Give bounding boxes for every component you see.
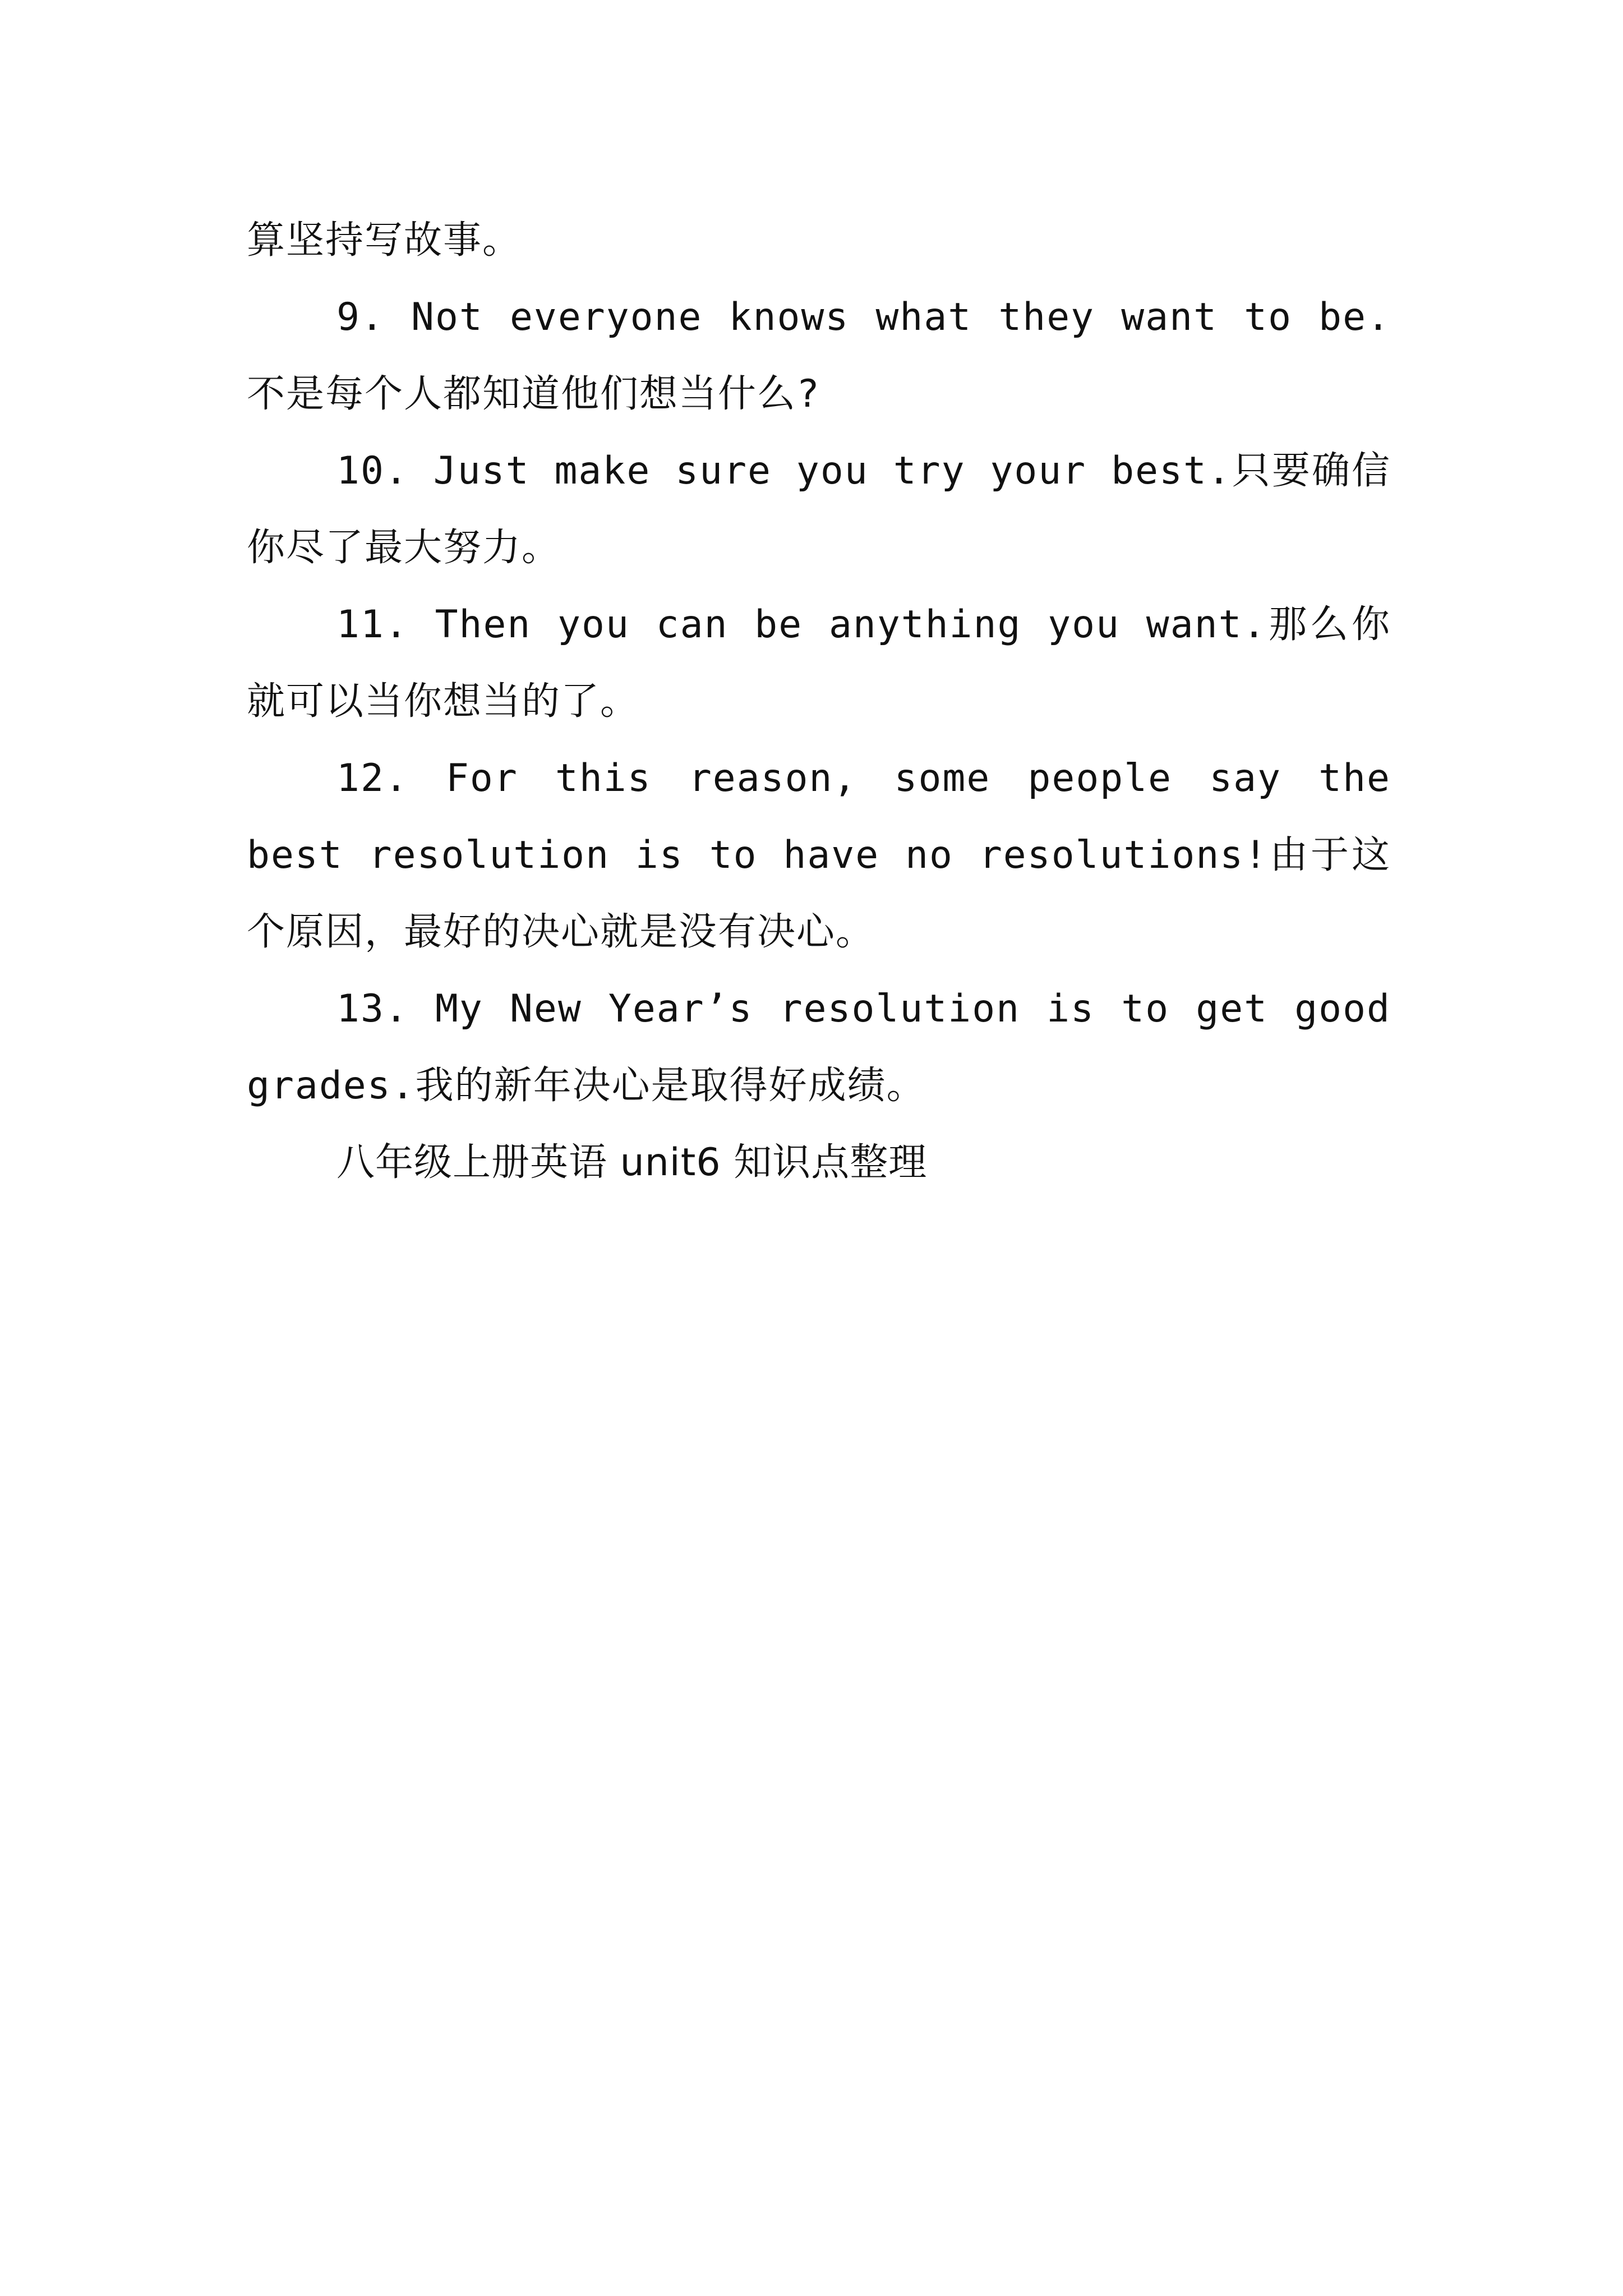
document-body	[247, 202, 1391, 1201]
paragraph-item-13: 13. My New Year’s resolution is to get good grades.我的新年决心是取得好成绩。	[247, 987, 1391, 1108]
paragraph-item-11: 11. Then you can be anything you want.那么你就可以当你想当的了。	[247, 602, 1391, 724]
paragraph-item-12: 12. For this reason, some people say the best resolution is to have no resolutions!由于这个原因，最好的决心就是没有决心。	[247, 756, 1391, 954]
paragraph-continuation: 算坚持写故事。	[247, 218, 522, 263]
section-heading: 八年级上册英语 unit6 知识点整理	[336, 1140, 928, 1185]
paragraph-item-9: 9. Not everyone knows what they want to be.不是每个人都知道他们想当什么?	[247, 295, 1391, 416]
paragraph-item-10: 10. Just make sure you try your best.只要确信你尽了最大努力。	[247, 449, 1391, 570]
